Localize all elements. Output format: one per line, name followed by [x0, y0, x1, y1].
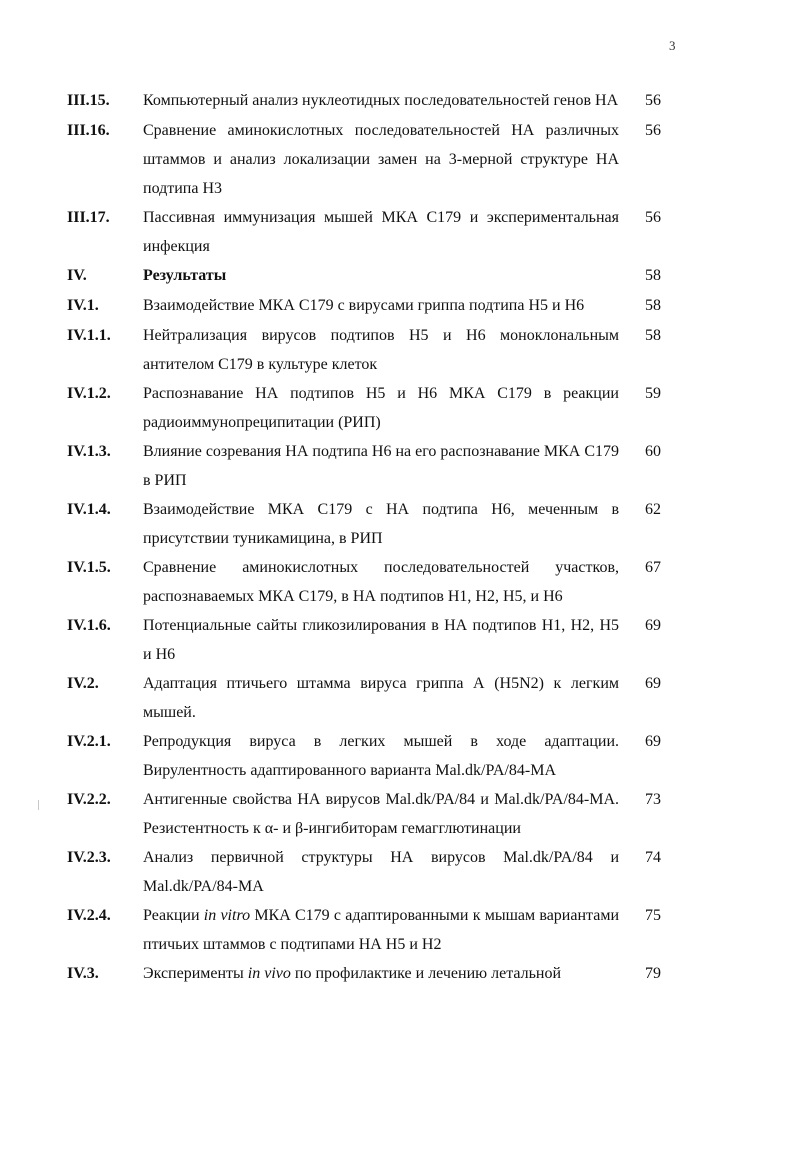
- toc-entry-title: [143, 901, 619, 959]
- table-of-contents: [0, 86, 794, 989]
- toc-entry-number: IV.2.4.: [67, 907, 111, 924]
- toc-entry-title: Потенциальные сайты гликозилирования в НА подтипов Н1, Н2, Н5 и Н6: [143, 617, 619, 663]
- toc-entry-page: 74: [645, 849, 661, 866]
- toc-entry[interactable]: [0, 901, 794, 959]
- toc-entry[interactable]: [0, 495, 794, 553]
- toc-entry-title: Сравнение аминокислотных последовательностей участков, распознаваемых МКА С179, в НА подтипов Н1, Н2, Н5, и Н6: [143, 559, 619, 605]
- toc-entry-number: IV.1.6.: [67, 617, 111, 634]
- toc-entry-number: IV.3.: [67, 965, 99, 982]
- toc-entry-page: 69: [645, 675, 661, 692]
- toc-entry-page: 56: [645, 209, 661, 226]
- toc-entry[interactable]: [0, 611, 794, 669]
- toc-entry[interactable]: [0, 669, 794, 727]
- toc-entry[interactable]: [0, 203, 794, 261]
- toc-entry-page: 56: [645, 92, 661, 109]
- toc-entry-page: 62: [645, 501, 661, 518]
- toc-entry-title: Антигенные свойства НА вирусов Mal.dk/PA/84 и Mal.dk/PA/84-MA. Резистентность к α- и β-ингибиторам гемагглютинации: [143, 791, 619, 837]
- toc-entry-page: 58: [645, 327, 661, 344]
- toc-entry-page: 56: [645, 122, 661, 139]
- toc-entry-page: 73: [645, 791, 661, 808]
- toc-entry[interactable]: [0, 437, 794, 495]
- toc-entry[interactable]: [0, 843, 794, 901]
- toc-entry-title: Распознавание НА подтипов Н5 и Н6 МКА С179 в реакции радиоиммунопреципитации (РИП): [143, 385, 619, 431]
- toc-entry-title: [143, 959, 619, 988]
- page-number: 3: [669, 38, 676, 53]
- title-text: по профилактике и лечению летальной: [290, 965, 562, 982]
- toc-entry-title: Репродукция вируса в легких мышей в ходе адаптации. Вирулентность адаптированного варианта Mal.dk/PA/84-MA: [143, 733, 619, 779]
- toc-entry[interactable]: [0, 86, 794, 116]
- toc-entry[interactable]: [0, 291, 794, 321]
- toc-entry[interactable]: [0, 116, 794, 203]
- toc-entry-number: III.15.: [67, 92, 110, 109]
- toc-entry-title: Компьютерный анализ нуклеотидных последовательностей генов НА: [143, 92, 619, 109]
- title-text: МКА С179 с адаптированными к мышам вариантами птичьих штаммов с подтипами НА Н5 и Н2: [143, 907, 620, 953]
- title-text: Реакции: [143, 907, 204, 924]
- toc-entry-number: IV.1.4.: [67, 501, 111, 518]
- toc-entry-number: IV.1.: [67, 297, 99, 314]
- toc-entry-title: Сравнение аминокислотных последовательностей НА различных штаммов и анализ локализации замен на 3-мерной структуре НА подтипа Н3: [143, 122, 619, 197]
- toc-entry-page: 59: [645, 385, 661, 402]
- toc-entry[interactable]: [0, 553, 794, 611]
- toc-entry-title: Анализ первичной структуры НА вирусов Mal.dk/PA/84 и Mal.dk/PA/84-MA: [143, 849, 619, 895]
- title-italic-term: in vitro: [203, 907, 251, 924]
- toc-entry-title: Взаимодействие МКА С179 с вирусами гриппа подтипа Н5 и Н6: [143, 297, 585, 314]
- toc-entry-page: 69: [645, 617, 661, 634]
- toc-entry-title: Адаптация птичьего штамма вируса гриппа А (H5N2) к легким мышей.: [143, 675, 619, 721]
- toc-entry-number: III.16.: [67, 122, 110, 139]
- toc-entry-number: IV.2.3.: [67, 849, 111, 866]
- toc-entry-number: IV.1.3.: [67, 443, 111, 460]
- toc-entry-number: IV.2.1.: [67, 733, 111, 750]
- toc-entry[interactable]: [0, 261, 794, 291]
- toc-entry-page: 67: [645, 559, 661, 576]
- toc-entry-number: IV.1.5.: [67, 559, 111, 576]
- toc-entry-number: IV.1.1.: [67, 327, 111, 344]
- toc-entry-title: Взаимодействие МКА С179 с НА подтипа Н6, меченным в присутствии туникамицина, в РИП: [143, 501, 619, 547]
- toc-entry-number: III.17.: [67, 209, 110, 226]
- toc-entry-title: Влияние созревания НА подтипа Н6 на его распознавание МКА С179 в РИП: [143, 443, 619, 489]
- toc-entry-number: IV.1.2.: [67, 385, 111, 402]
- title-italic-term: in vivo: [247, 965, 291, 982]
- toc-entry-number: IV.2.: [67, 675, 99, 692]
- toc-entry-page: 75: [645, 907, 661, 924]
- toc-entry-page: 79: [645, 965, 661, 982]
- toc-entry-page: 58: [645, 267, 661, 284]
- toc-entry[interactable]: [0, 959, 794, 989]
- toc-entry-page: 69: [645, 733, 661, 750]
- toc-entry-title: Пассивная иммунизация мышей МКА С179 и экспериментальная инфекция: [143, 209, 619, 255]
- toc-entry[interactable]: [0, 727, 794, 785]
- title-text: Эксперименты: [143, 965, 248, 982]
- toc-entry[interactable]: [0, 379, 794, 437]
- toc-entry[interactable]: [0, 785, 794, 843]
- toc-entry[interactable]: [0, 321, 794, 379]
- toc-entry-title: Нейтрализация вирусов подтипов Н5 и Н6 моноклональным антителом С179 в культуре клеток: [143, 327, 619, 373]
- toc-entry-number: IV.: [67, 267, 87, 284]
- toc-entry-page: 60: [645, 443, 661, 460]
- toc-entry-title: Результаты: [143, 267, 227, 284]
- toc-entry-number: IV.2.2.: [67, 791, 111, 808]
- toc-entry-page: 58: [645, 297, 661, 314]
